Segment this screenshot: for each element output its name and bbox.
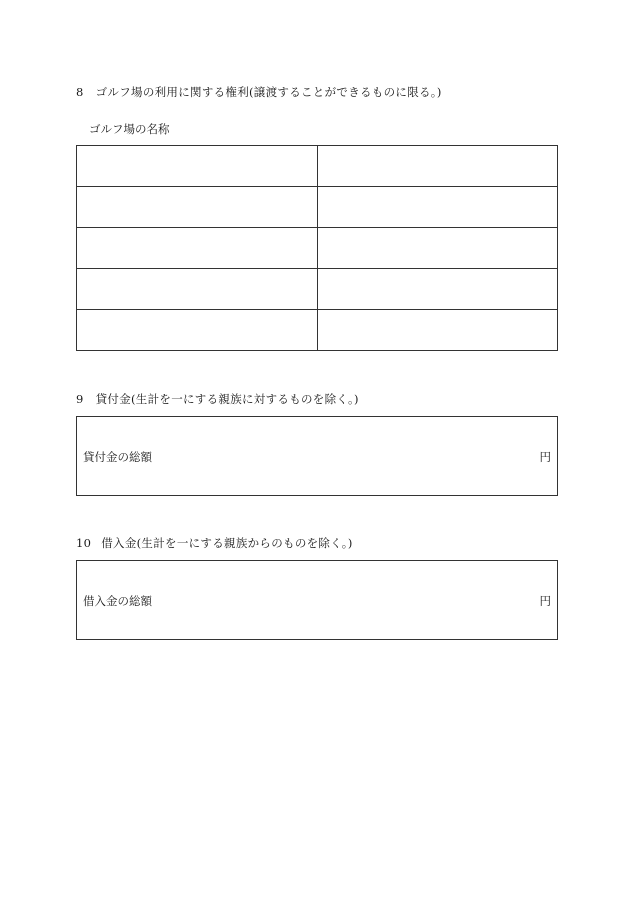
table-row xyxy=(77,269,558,310)
loan-receivable-total-label: 貸付金の総額 xyxy=(83,450,152,464)
loan-receivable-box[interactable] xyxy=(76,416,558,496)
table-row xyxy=(77,146,558,187)
table-cell[interactable] xyxy=(77,187,318,228)
section-8-title: ゴルフ場の利用に関する権利(譲渡することができるものに限る。) xyxy=(95,85,442,99)
table-row xyxy=(77,187,558,228)
borrowings-box[interactable] xyxy=(76,560,558,640)
section-8-number: 8 xyxy=(76,85,84,99)
golf-course-table xyxy=(76,145,558,351)
table-cell[interactable] xyxy=(77,269,318,310)
borrowings-total-label: 借入金の総額 xyxy=(83,594,152,608)
table-row xyxy=(77,228,558,269)
table-cell[interactable] xyxy=(77,228,318,269)
table-cell[interactable] xyxy=(317,310,558,351)
table-cell[interactable] xyxy=(317,228,558,269)
yen-unit-label: 円 xyxy=(539,450,551,464)
section-10-title: 借入金(生計を一にする親族からのものを除く。) xyxy=(101,536,353,550)
section-10-heading xyxy=(76,535,353,551)
section-9-title: 貸付金(生計を一にする親族に対するものを除く。) xyxy=(95,392,359,406)
yen-unit-label: 円 xyxy=(539,594,551,608)
section-9-number: 9 xyxy=(76,392,84,406)
table-row xyxy=(77,310,558,351)
table-cell[interactable] xyxy=(317,269,558,310)
section-9-heading xyxy=(76,391,359,407)
table-cell[interactable] xyxy=(77,146,318,187)
table-cell[interactable] xyxy=(317,187,558,228)
section-8-heading xyxy=(76,84,442,100)
golf-course-name-label: ゴルフ場の名称 xyxy=(89,122,170,136)
section-10-number: 10 xyxy=(76,536,92,550)
table-cell[interactable] xyxy=(77,310,318,351)
table-cell[interactable] xyxy=(317,146,558,187)
